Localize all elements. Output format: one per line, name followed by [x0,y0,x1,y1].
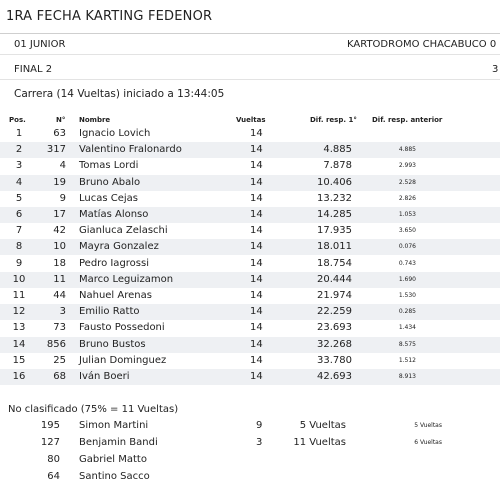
gap-previous-cell: 4.885 [398,146,416,154]
driver-name-cell: Santino Sacco [79,471,150,482]
list-item [0,418,500,434]
driver-name-cell: Iván Boeri [79,371,130,382]
laps-cell: 14 [250,371,263,382]
col-header-pos: Pos. [9,116,26,124]
col-header-dif: Dif. resp. 1° [310,116,357,124]
table-row [0,272,500,288]
driver-name-cell: Lucas Cejas [79,192,138,204]
number-cell: 42 [53,225,66,237]
table-row [0,126,500,142]
page-title: 1RA FECHA KARTING FEDENOR [6,9,213,24]
driver-name-cell: Valentino Fralonardo [79,144,182,156]
table-row [0,304,500,320]
gap-first-cell: 33.780 [317,354,352,366]
laps-cell: 14 [250,338,263,350]
table-row [0,158,500,174]
position-cell: 9 [15,257,23,269]
divider [0,54,500,55]
gap-previous-cell: 1.512 [398,356,416,364]
table-row [0,207,500,223]
driver-name-cell: Bruno Bustos [79,338,146,350]
number-cell: 17 [53,209,66,220]
gap-previous-cell: 8.913 [398,373,416,380]
gap-previous-cell: 2.993 [398,162,416,170]
gap-first-cell: 4.885 [323,144,352,156]
laps-cell: 14 [250,209,263,220]
driver-name-cell: Ignacio Lovich [79,128,151,139]
position-cell: 6 [15,209,23,220]
table-row [0,239,500,255]
gap-previous-cell: 1.434 [398,324,416,332]
number-cell: 19 [53,176,66,188]
race-info: Carrera (14 Vueltas) iniciado a 13:44:05 [14,88,225,100]
table-row [0,369,500,385]
category-label: 01 JUNIOR [14,39,66,50]
position-cell: 4 [15,176,23,188]
number-cell: 4 [59,160,66,172]
laps-cell: 14 [250,273,263,285]
venue-label: KARTODROMO CHACABUCO 0 [347,39,497,50]
laps-cell: 14 [250,322,263,334]
gap-first-cell: 14.285 [317,209,352,220]
number-cell: 73 [53,322,66,334]
driver-name-cell: Simon Martini [79,420,149,431]
number-cell: 80 [47,454,60,465]
laps-cell: 5 Vueltas [299,420,346,431]
laps-cell: 11 Vueltas [293,437,346,448]
laps-cell: 14 [250,192,263,204]
list-item [0,452,500,468]
laps-cell: 14 [250,354,263,366]
gap-first-cell: 22.259 [317,306,352,318]
number-cell: 68 [53,371,66,382]
gap-previous-cell: 0.743 [398,259,416,267]
table-row [0,256,500,272]
gap-first-cell: 32.268 [317,338,352,350]
table-row [0,320,500,336]
number-cell: 64 [47,471,60,482]
gap-first-cell: 20.444 [317,273,352,285]
laps-cell: 14 [250,160,263,172]
gap-previous-cell: 2.528 [398,178,416,186]
position-cell: 8 [15,241,23,253]
gap-previous-cell: 0.076 [398,243,416,251]
position-cell: 9 [256,420,263,431]
col-header-num: N° [56,116,66,124]
gap-previous-cell: 1.530 [398,292,416,299]
gap-first-cell: 21.974 [317,290,352,301]
position-cell: 14 [12,338,26,350]
gap-first-cell: 18.011 [317,241,352,253]
driver-name-cell: Fausto Possedoni [79,322,165,334]
number-cell: 18 [53,257,66,269]
gap-previous-cell: 2.826 [398,194,416,202]
gap-previous-cell: 0.285 [398,308,416,316]
position-cell: 16 [12,371,26,382]
laps-small-cell: 6 Vueltas [414,439,442,446]
laps-cell: 14 [250,176,263,188]
table-row [0,288,500,304]
gap-first-cell: 42.693 [317,371,352,382]
gap-previous-cell: 1.053 [398,211,416,218]
position-cell: 7 [15,225,23,237]
driver-name-cell: Julian Dominguez [79,354,167,366]
number-cell: 44 [53,290,66,301]
gap-first-cell: 10.406 [317,176,352,188]
gap-first-cell: 7.878 [323,160,352,172]
laps-cell: 14 [250,144,263,156]
position-cell: 5 [15,192,23,204]
gap-first-cell: 17.935 [317,225,352,237]
gap-first-cell: 23.693 [317,322,352,334]
number-cell: 127 [40,437,60,448]
table-row [0,142,500,158]
gap-first-cell: 18.754 [317,257,352,269]
laps-small-cell: 5 Vueltas [414,422,442,429]
driver-name-cell: Gianluca Zelaschi [79,225,168,237]
table-row [0,191,500,207]
col-header-dif-prev: Dif. resp. anterior [372,116,443,124]
driver-name-cell: Emilio Ratto [79,306,140,318]
col-header-laps: Vueltas [236,116,266,124]
driver-name-cell: Marco Leguizamon [79,273,174,285]
laps-cell: 14 [250,257,263,269]
driver-name-cell: Bruno Abalo [79,176,141,188]
table-row [0,175,500,191]
number-cell: 25 [53,354,66,366]
number-cell: 3 [59,306,66,318]
number-cell: 10 [53,241,66,253]
gap-previous-cell: 3.650 [398,227,416,235]
number-cell: 317 [46,144,66,156]
session-right-label: 3 [492,64,499,75]
laps-cell: 14 [250,306,263,318]
number-cell: 11 [53,273,66,285]
position-cell: 13 [12,322,26,334]
position-cell: 1 [15,128,23,139]
driver-name-cell: Tomas Lordi [79,160,139,172]
laps-cell: 14 [250,290,263,301]
laps-cell: 14 [250,241,263,253]
gap-first-cell: 13.232 [317,192,352,204]
driver-name-cell: Gabriel Matto [79,454,147,465]
position-cell: 12 [12,306,26,318]
table-row [0,353,500,369]
col-header-name: Nombre [79,116,111,124]
session-label: FINAL 2 [14,64,53,75]
number-cell: 63 [53,128,66,139]
divider [0,79,500,80]
driver-name-cell: Nahuel Arenas [79,290,152,301]
position-cell: 2 [15,144,23,156]
driver-name-cell: Pedro Iagrossi [79,257,149,269]
laps-cell: 14 [250,225,263,237]
driver-name-cell: Matías Alonso [79,209,149,220]
position-cell: 3 [15,160,23,172]
number-cell: 9 [59,192,66,204]
position-cell: 10 [12,273,26,285]
list-item [0,435,500,451]
driver-name-cell: Benjamin Bandi [79,437,158,448]
position-cell: 3 [256,437,263,448]
gap-previous-cell: 8.575 [398,340,416,348]
position-cell: 11 [12,290,26,301]
gap-previous-cell: 1.690 [398,275,416,283]
laps-cell: 14 [250,128,263,139]
position-cell: 15 [12,354,26,366]
not-classified-label: No clasificado (75% = 11 Vueltas) [8,404,179,415]
driver-name-cell: Mayra Gonzalez [79,241,159,253]
list-item [0,469,500,485]
number-cell: 195 [40,420,60,431]
table-row [0,223,500,239]
number-cell: 856 [46,338,66,350]
table-row [0,337,500,353]
